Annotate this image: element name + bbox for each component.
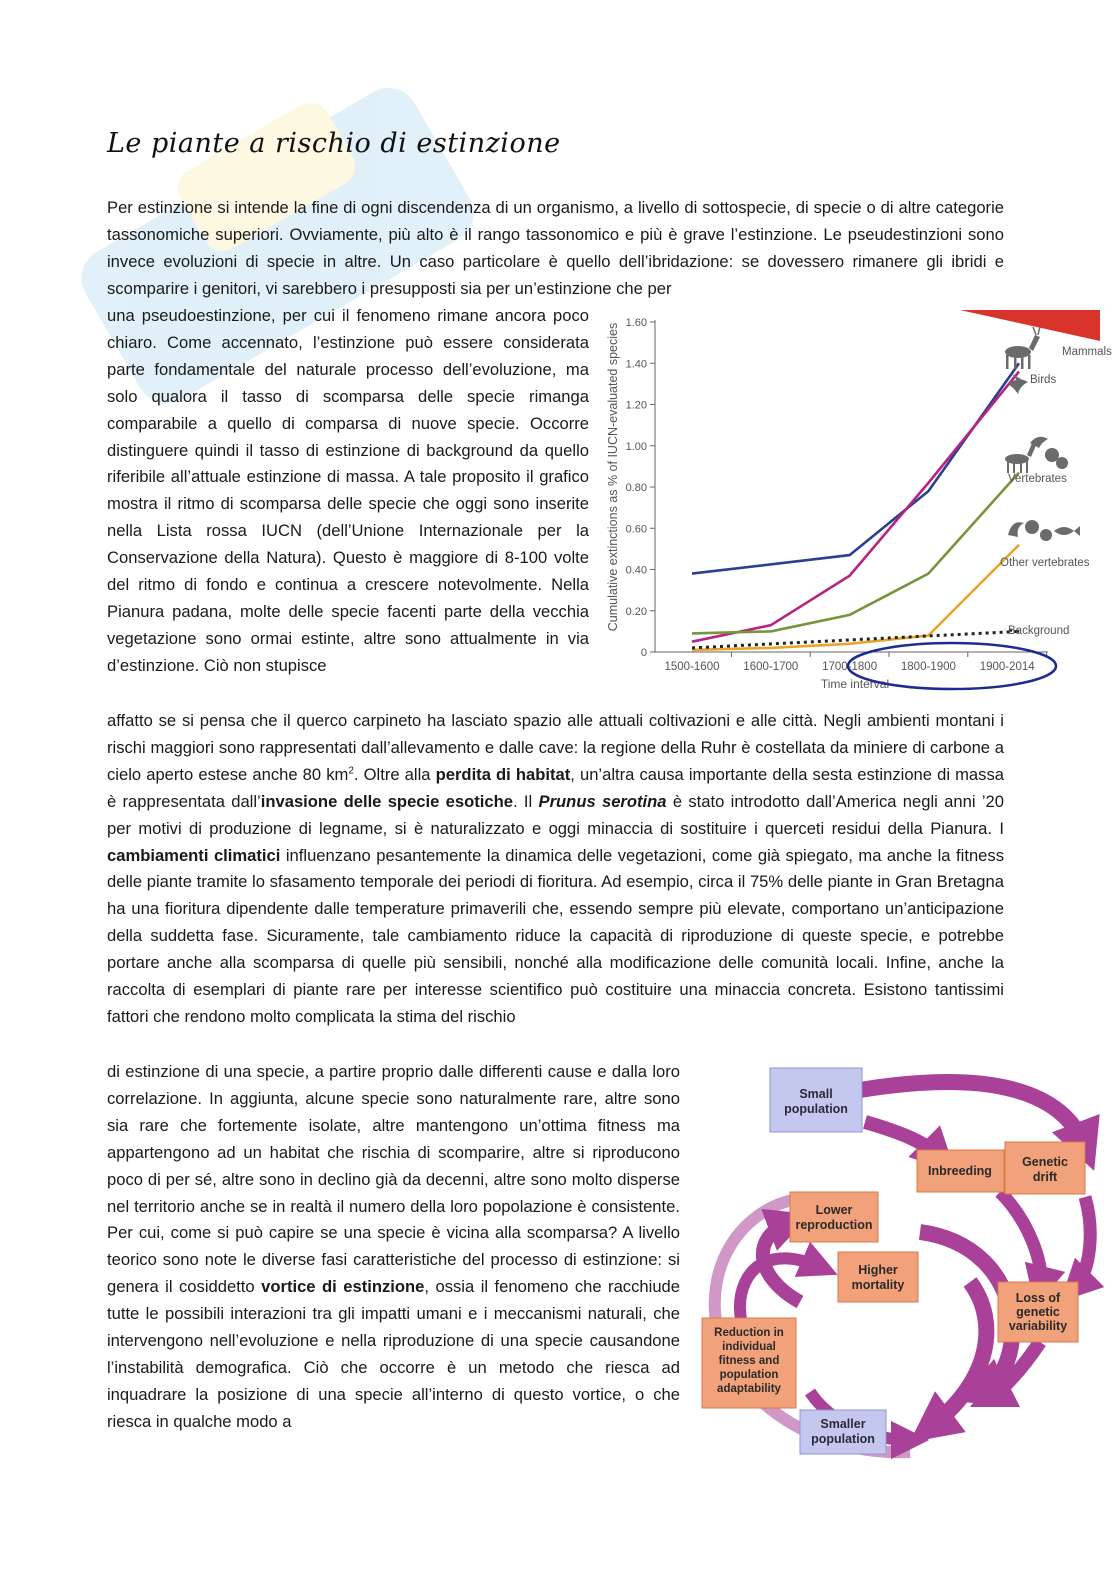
node-smaller-population <box>800 1410 886 1454</box>
y-tick-label: 0.80 <box>625 482 647 494</box>
arrow-drift-to-loss <box>1075 1197 1090 1287</box>
node-small-population <box>770 1068 862 1132</box>
y-tick-label: 1.00 <box>625 440 647 453</box>
svg-text:Smallerpopulation: Smaller population <box>811 1417 875 1446</box>
x-tick-label: 1500-1600 <box>664 661 720 673</box>
node-loss-genetic-variability <box>998 1282 1078 1342</box>
paragraph-threats: affatto se si pensa che il querco carpineto ha lasciato spazio alle attuali coltivazioni e alle città. Negli ambienti montani i rischi maggiori sono rappresentati dall’allevamento e dalle cave: la regione della Ruhr è costellata da miniere di carbone a cielo aperto estese anche 80 $km^2$. Oltre alla perdita di habitat, un’altra causa importante della sesta estinzione di massa è rappresentata dall’invasione delle specie esotiche. Il Prunus serotina è stato introdotto dall’America negli anni ’20 per motivi di produzione di legname, si è naturalizzato e oggi minaccia di sostituire i querceti residui della Pianura. I cambiamenti climatici influenzano pesantemente la dinamica delle vegetazioni, come già spiegato, ma anche la fitness delle piante tramite lo sfasamento temporale dei periodi di fioritura. Ad esempio, circa il 75% delle piante in Gran Bretagna ha una fioritura dipendente dalle temperature primaverili che, essendo sempre più elevate, comportano un’anticipazione della suddetta fase. Sicuramente, tale cambiamento riduce la capacità di riproduzione di queste specie, e potrebbe portare anche alla scomparsa di quelle più sensibili, nonché alla modificazione delle comunità locali. Infine, anche la raccolta di esemplari di piante rare per interesse scientifico può costituire una minaccia concreta. Esistono tantissimi fattori che rendono molto complicata la stima del rischio <box>107 711 1004 1026</box>
x-tick-label: 1700-1800 <box>822 661 878 673</box>
y-axis-label: Cumulative extinctions as % of IUCN-evaluated species <box>606 322 620 632</box>
y-tick-label: 1.20 <box>625 399 647 412</box>
node-lower-reproduction <box>790 1192 878 1242</box>
extinction-vortex-diagram <box>700 1062 1110 1466</box>
svg-text:Loss ofgeneticvariability: Loss of genetic variability <box>1008 1291 1068 1333</box>
x-axis-label: Time interval <box>820 677 890 691</box>
x-tick-label: 1900-2014 <box>979 661 1035 673</box>
y-tick-label: 1.40 <box>625 358 647 371</box>
y-tick-label: 0.20 <box>625 605 647 618</box>
legend-label-other-vertebrates: Other vertebrates <box>1000 557 1090 569</box>
svg-text:Geneticdrift: Genetic drift <box>1022 1155 1068 1184</box>
svg-text:Smallpopulation: Small population <box>784 1087 848 1116</box>
page-title: Le piante a rischio di estinzione <box>107 128 561 159</box>
node-reduction-fitness <box>702 1318 796 1408</box>
node-higher-mortality <box>838 1252 918 1302</box>
y-tick-label: 0.60 <box>625 523 647 536</box>
arrow-mortality-to-smaller <box>930 1282 986 1427</box>
svg-text:Lowerreproduction: Lower reproduction <box>795 1203 873 1232</box>
series-line-other-vertebrates <box>692 545 1019 650</box>
chart-corner-decoration <box>960 310 1100 341</box>
legend-label-vertebrates: Vertebrates <box>1008 473 1067 485</box>
arrow-inbreeding-to-loss <box>1000 1192 1041 1287</box>
y-tick-label: 0 <box>640 647 647 659</box>
series-line-birds <box>692 372 1019 642</box>
svg-text:Highermortality: Higher mortality <box>851 1263 905 1292</box>
node-inbreeding <box>917 1150 1004 1192</box>
y-tick-label: 1.60 <box>625 317 647 329</box>
legend-label-mammals: Mammals <box>1062 346 1112 358</box>
x-tick-label: 1800-1900 <box>900 661 956 673</box>
extinction-chart <box>600 305 1112 705</box>
series-line-vertebrates <box>692 473 1019 634</box>
paragraph-intro: Per estinzione si intende la fine di ogni discendenza di un organismo, a livello di sottospecie, di specie o di altre categorie tassonomiche superiori. Ovviamente, più alto è il rango tassonomico e più è grave l’estinzione. Le pseudestinzioni sono invece evoluzioni di specie in altre. Un caso particolare è quello dell’ibridazione: se dovessero rimanere gli ibridi e scomparire i genitori, vi sarebbero i presupposti sia per un’estinzione che per <box>107 198 1004 298</box>
other-vertebrate-silhouettes-icon <box>1008 520 1080 541</box>
paragraph-chart-side: una pseudoestinzione, per cui il fenomeno rimane ancora poco chiaro. Come accennato, l’estinzione può essere considerata parte fondamentale del naturale processo dell’evoluzione, ma solo qualora il tasso di scomparsa delle specie rimanga comparabile a quello di comparsa di nuove specie. Occorre distinguere quindi il tasso di estinzione di background da quello riferibile all’attuale estinzione di massa. A tale proposito il grafico mostra il ritmo di scomparsa delle specie che oggi sono inserite nella Lista rossa IUCN (dell’Unione Internazionale per la Conservazione della Natura). Questo è maggiore di 8-100 volte del ritmo di fondo e continua a crescere notevolmente. Nella Pianura padana, molte delle specie facenti parte della vecchia vegetazione sono ormai estinte, altre sono attualmente in via d’estinzione. Ciò non stupisce <box>107 306 589 675</box>
paragraph-vortex: di estinzione di una specie, a partire proprio dalle differenti cause e dalla loro correlazione. In aggiunta, alcune specie sono naturalmente rare, altre sono sia rare che fortemente isolate, altre mantengono un’ottima fitness ma appartengono ad un habitat che rischia di scomparire, altre si riproducono poco di per sé, altre sono in declino già da decenni, altre sono molto disperse nel territorio anche se in realtà il numero della loro popolazione è consistente. Per cui, come si può capire se una specie è vicina alla scomparsa? A livello teorico sono note le diverse fasi caratteristiche del processo di estinzione: si genera il cosiddetto vortice di estinzione, ossia il fenomeno che racchiude tutte le possibili interazioni tra gli impatti umani e i meccanismi naturali, che intervengono nell’evoluzione e nella riproduzione di una specie causandone l’instabilità demografica. Ciò che occorre è un metodo che riesca ad inquadrare la posizione di una specie all’interno di questo vortice, o che riesca in qualche modo a <box>107 1062 680 1431</box>
mammal-silhouette-icon <box>1005 326 1040 369</box>
y-tick-label: 0.40 <box>625 564 647 577</box>
series-line-background <box>692 631 1019 648</box>
x-tick-label: 1600-1700 <box>743 661 799 673</box>
svg-text:Inbreeding: Inbreeding <box>928 1164 992 1178</box>
vertebrate-silhouettes-icon <box>1005 437 1068 473</box>
svg-text:Reduction inindividualfitness: Reduction in individual fitness and population adaptability <box>714 1327 784 1395</box>
legend-label-background: Background <box>1008 625 1070 637</box>
node-genetic-drift <box>1005 1142 1085 1194</box>
series-line-mammals <box>692 363 1019 573</box>
legend-label-birds: Birds <box>1030 374 1057 386</box>
bird-silhouette-icon <box>1008 374 1028 394</box>
